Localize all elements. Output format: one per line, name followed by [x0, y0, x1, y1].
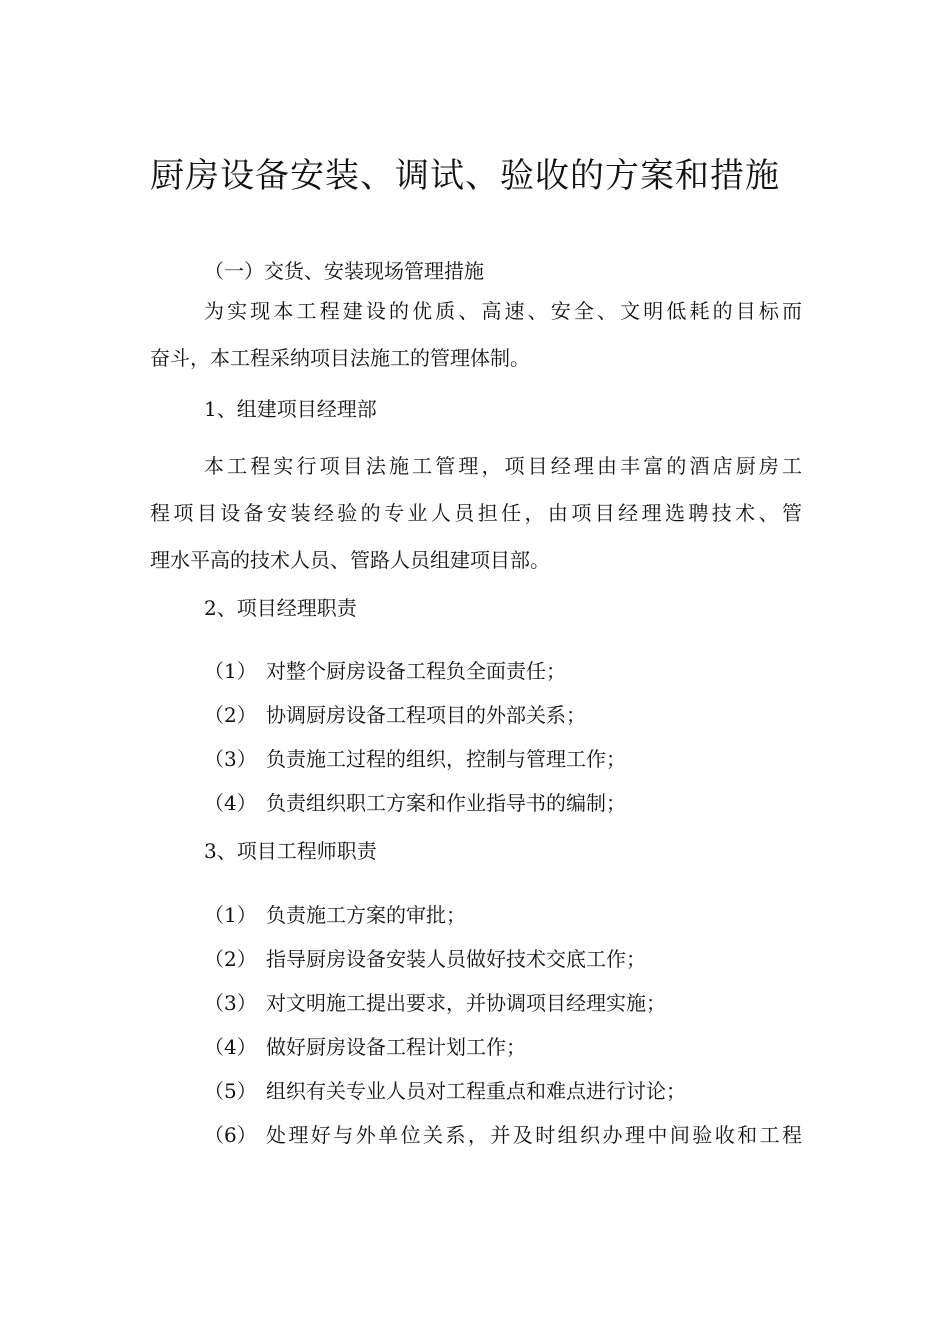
subsection-heading: 3、项目工程师职责: [204, 839, 377, 863]
list-item: [204, 743, 626, 772]
list-item: [204, 699, 586, 728]
list-item-text: 组织有关专业人员对工程重点和难点进行讨论；: [266, 1079, 686, 1103]
list-item: [204, 655, 566, 684]
list-item: [204, 1075, 686, 1104]
list-item-number: （3）: [204, 991, 257, 1015]
list-item: [204, 1119, 802, 1148]
list-item-text: 处理好与外单位关系，并及时组织办理中间验收和工程: [266, 1123, 802, 1147]
list-item-number: （3）: [204, 747, 257, 771]
list-item-number: （1）: [204, 903, 257, 927]
list-item-number: （1）: [204, 659, 257, 683]
list-item-text: 对文明施工提出要求，并协调项目经理实施；: [266, 991, 666, 1015]
subsection-heading: 2、项目经理职责: [204, 596, 357, 620]
body-paragraph: [150, 443, 802, 584]
list-item-text: 负责施工方案的审批；: [266, 903, 466, 927]
list-item: [204, 787, 626, 816]
list-item-number: （4）: [204, 1035, 257, 1059]
list-item-text: 指导厨房设备安装人员做好技术交底工作；: [266, 947, 646, 971]
subsection-heading: 1、组建项目经理部: [204, 397, 377, 421]
list-item-text: 做好厨房设备工程计划工作；: [266, 1035, 526, 1059]
list-item-text: 负责组织职工方案和作业指导书的编制；: [266, 791, 626, 815]
paragraph-line: 为实现本工程建设的优质、高速、安全、文明低耗的目标而: [204, 299, 802, 323]
list-item-number: （5）: [204, 1079, 257, 1103]
paragraph-line: 本工程实行项目法施工管理，项目经理由丰富的酒店厨房工: [204, 454, 802, 478]
paragraph-line: 奋斗，本工程采纳项目法施工的管理体制。: [150, 346, 530, 370]
list-item: [204, 899, 466, 928]
list-item: [204, 943, 646, 972]
intro-paragraph: [150, 288, 802, 382]
paragraph-line: 程项目设备安装经验的专业人员担任，由项目经理选聘技术、管: [150, 501, 802, 525]
list-item-number: （6）: [204, 1123, 257, 1147]
list-item-number: （4）: [204, 791, 257, 815]
list-item-text: 对整个厨房设备工程负全面责任；: [266, 659, 566, 683]
list-item: [204, 1031, 526, 1060]
list-item-text: 协调厨房设备工程项目的外部关系；: [266, 703, 586, 727]
list-item-text: 负责施工过程的组织，控制与管理工作；: [266, 747, 626, 771]
document-title: 厨房设备安装、调试、验收的方案和措施: [150, 156, 780, 196]
section-heading: （一）交货、安装现场管理措施: [204, 259, 484, 283]
list-item-number: （2）: [204, 703, 257, 727]
list-item: [204, 987, 666, 1016]
paragraph-line: 理水平高的技术人员、管路人员组建项目部。: [150, 548, 550, 572]
list-item-number: （2）: [204, 947, 257, 971]
